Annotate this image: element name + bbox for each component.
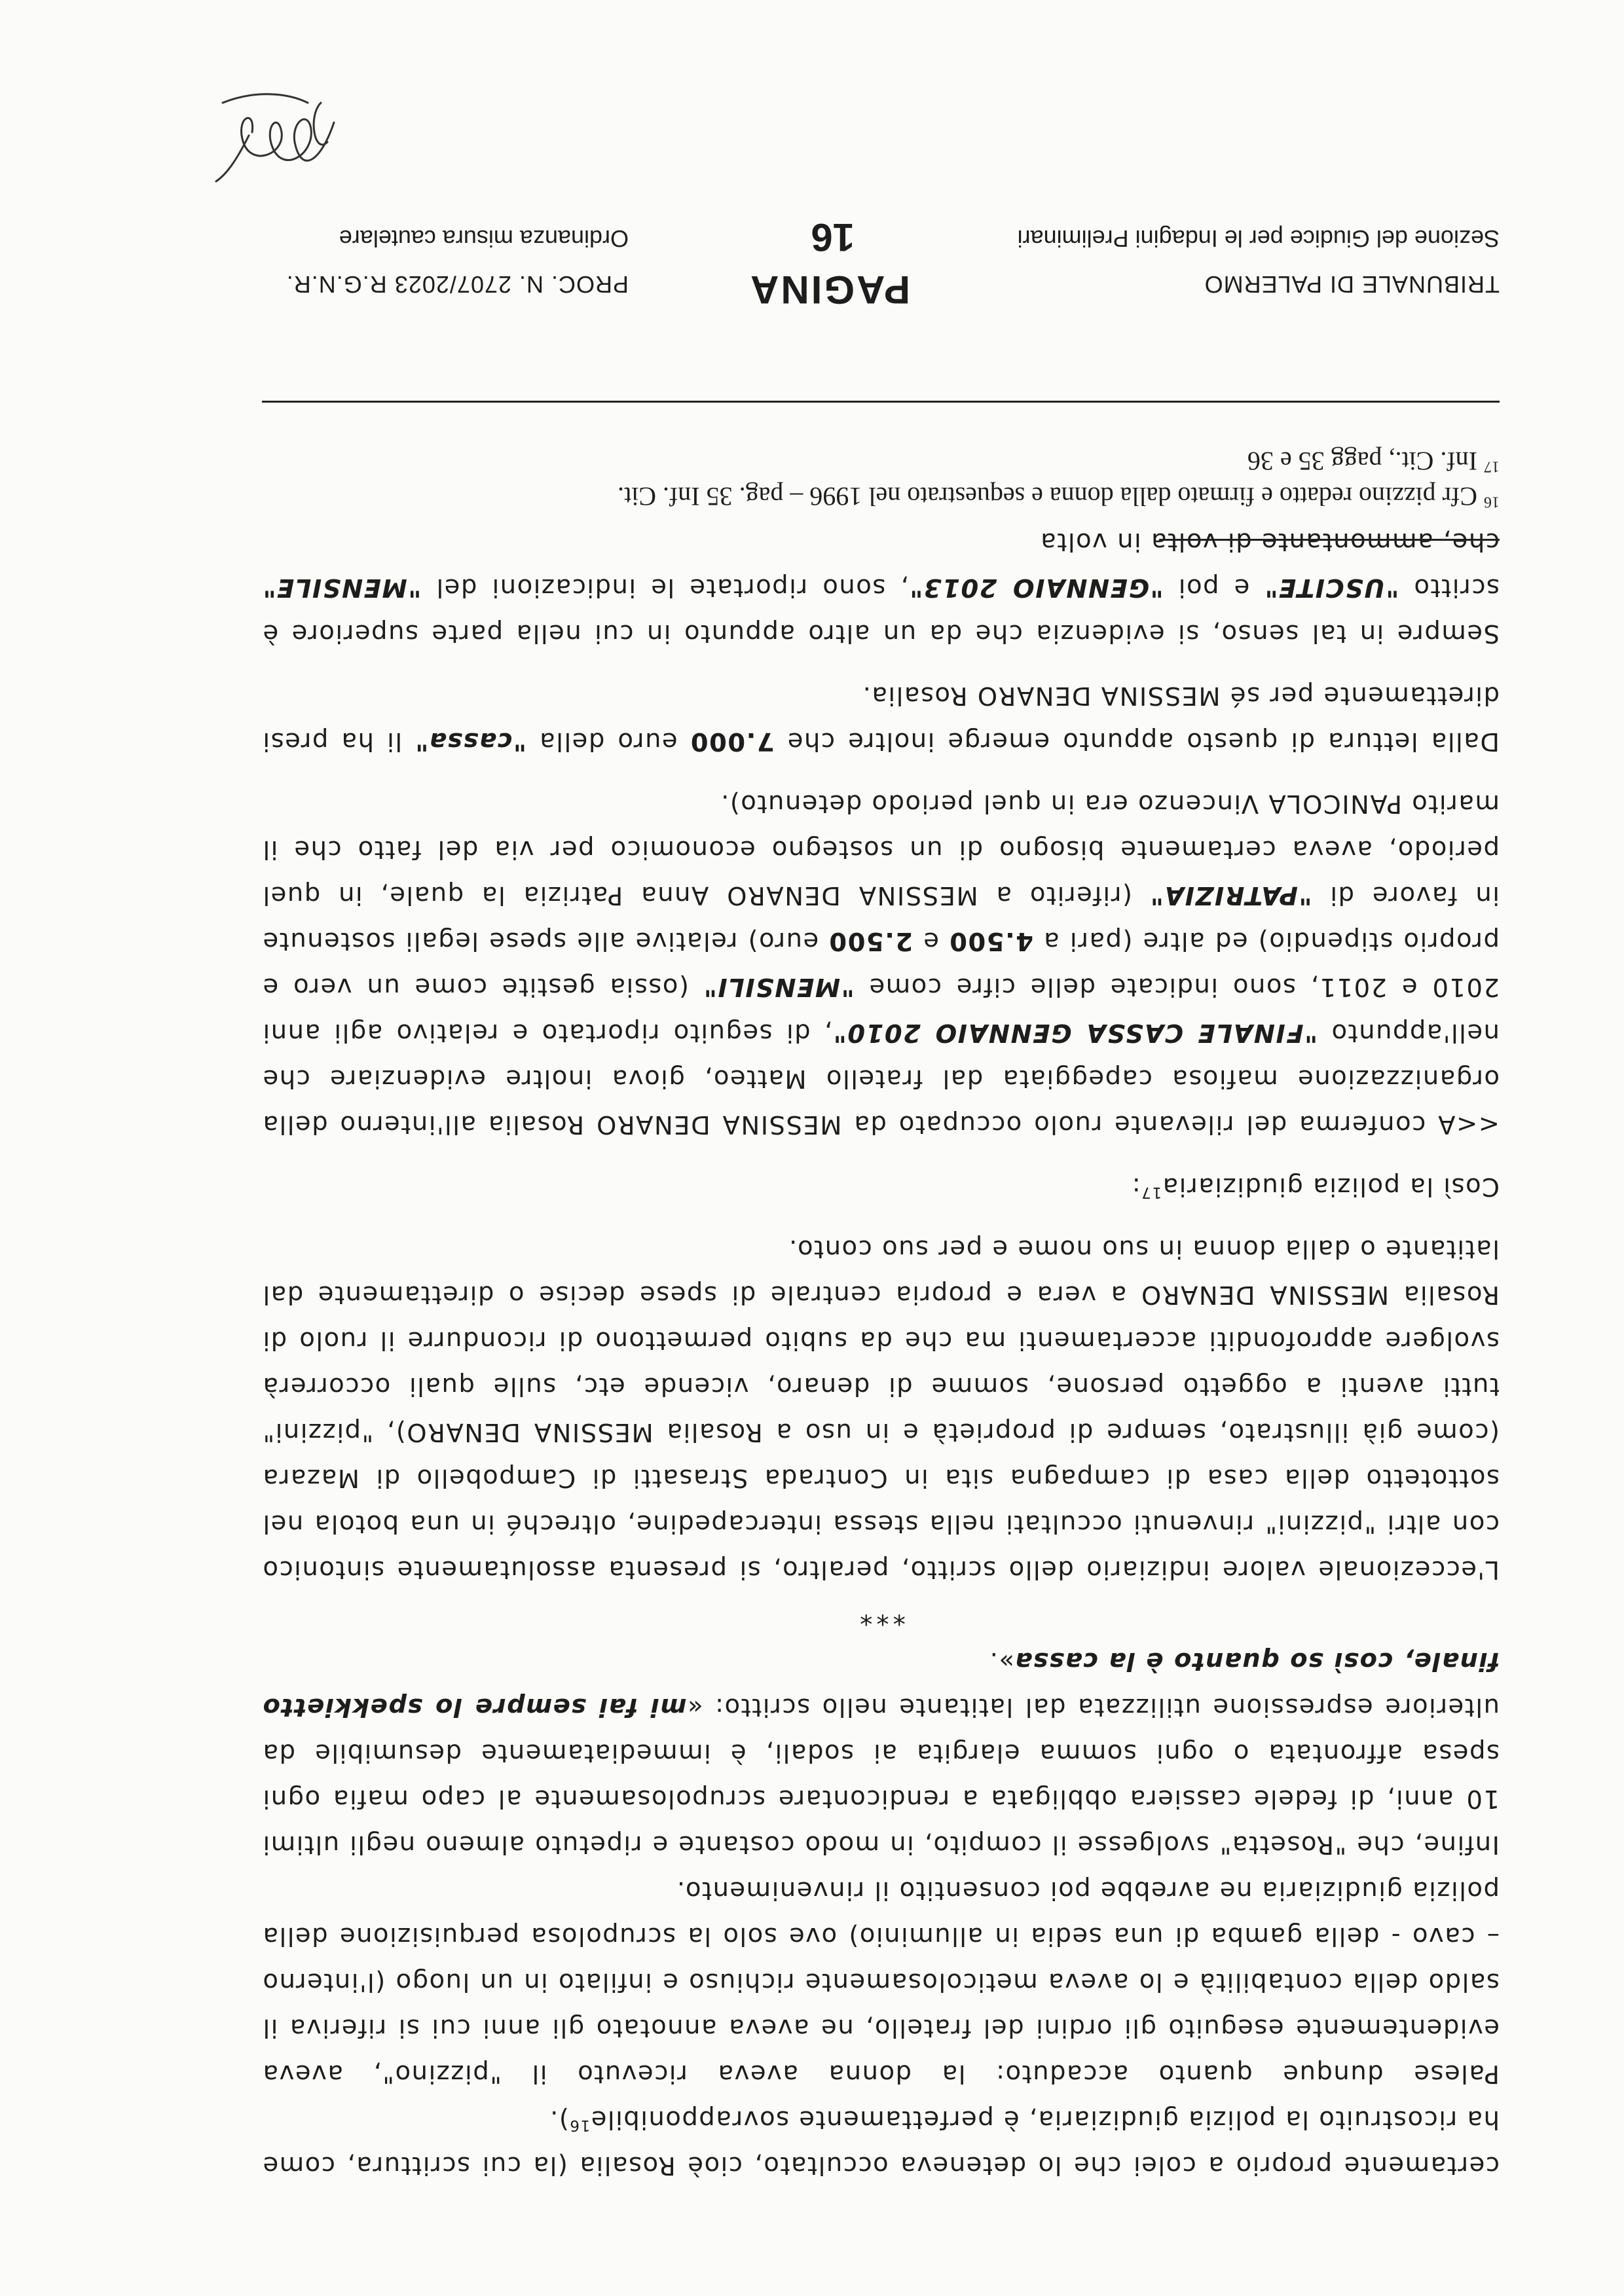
quoted-phrase: mi fai sempre lo spekkietto finale, così so quanto è la cassa [262,1647,1500,1722]
court-name: TRIBUNALE DI PALERMO [1204,271,1500,298]
signature [203,77,347,201]
main-text [262,519,1500,2188]
quoted-paragraph: Sempre in tal senso, si evidenzia che da un altro appunto in cui nella parte superiore è scritto "USCITE" e poi "GENNAIO 2013", sono riportate le indicazioni del "MENSILE" che, ammontante di volta in volta [262,527,1500,648]
paragraph: certamente proprio a colei che lo deteneva occultato, cioè Rosalia (la cui scrittura, come ha ricostruito la polizia giudiziaria, è perfettamente sovrapponibile$^{16}$). [262,2105,1500,2180]
document-type: Ordinanza misura cautelare [339,225,629,252]
paragraph: Palese dunque quanto accaduto: la donna aveva ricevuto il "pizzino", aveva evidentemente eseguito gli ordini del fratello, ne aveva annotato gli anni cui si riferiva il saldo della contabilità e lo aveva meticolosamente richiuso e infilato in un luogo (l'interno – cavo - della gamba di una sedia in alluminio) ove solo la scrupolosa perquisizione della polizia giudiziaria ne avrebbe poi consentito il rinvenimento. [262,1876,1500,2088]
page-label: PAGINA [748,268,910,312]
paragraph: Infine, che "Rosetta" svolgesse il compito, in modo costante e ripetuto almeno negli ultimi 10 anni, di fedele cassiera obbligata a rendicontare scrupolosamente al capo mafia ogni spesa affrontata o ogni somma elargita ai sodali, è immediatamente desumibile da ulteriore espressione utilizzata dal latitante nello scritto: «mi fai sempre lo spekkietto finale, così so quanto è la cassa». [262,1647,1500,1859]
footnote-16: $^{16}$ Cfr pizzino redatto e firmato dalla donna e sequestrato nel 1996 – pag. 35 Inf. Cit. [618,482,1500,511]
header-row-top [262,260,1500,312]
paragraph: Così la polizia giudiziaria$^{17}$: [1131,1172,1500,1201]
section-separator: *** [856,1601,906,1630]
header-row-bottom [262,214,1500,260]
quoted-paragraph: <<A conferma del rilevante ruolo occupato da MESSINA DENARO Rosalia all'interno della organizzazione mafiosa capeggiata dal fratello Matteo, giova inoltre evidenziare che nell'appunto "FINALE CASSA GENNAIO 2010", di seguito riportato e relativo agli anni 2010 e 2011, sono indicate delle cifre come "MENSILI" (ossia gestite come un vero e proprio stipendio) ed altre (pari a 4.500 e 2.500 euro) relative alle spese legali sostenute in favore di "PATRIZIA" (riferito a MESSINA DENARO Anna Patrizia la quale, in quel periodo, aveva certamente bisogno di un sostegno economico per via del fatto che il marito PANICOLA Vincenzo era in quel periodo detenuto). [262,789,1500,1139]
footnote-ref: 16 [568,2116,591,2134]
footnote-17: $^{17}$ Inf. Cit., pagg 35 e 36 [1247,446,1500,476]
proceeding-number: PROC. N. 2707/2023 R.G.N.R. [286,271,629,298]
header-divider [262,401,1500,403]
paragraph: L'eccezionale valore indiziario dello scritto, peraltro, si presenta assolutamente sintonico con altri "pizzini" rinvenuti occultati nella stessa intercapedine, oltreché in una botola nel sottotetto della casa di campagna sita in Contrada Strasatti di Campobello di Mazara (come già illustrato, sempre di proprietà e in uso a Rosalia MESSINA DENARO), "pizzini" tutti aventi a oggetto persone, somme di denaro, vicende etc, sulle quali occorrerà svolgere approfonditi accertamenti ma che da subito permettono di ricondurre il ruolo di Rosalia MESSINA DENARO a vera e propria centrale di spese decise o direttamente dal latitante o dalla donna in suo nome e per suo conto. [262,1234,1500,1584]
footnote-ref: 17 [1140,1183,1162,1201]
quoted-paragraph: Dalla lettura di questo appunto emerge inoltre che 7.000 euro della "cassa" li ha presi direttamente per sé MESSINA DENARO Rosalia. [261,681,1500,756]
court-section: Sezione del Giudice per le Indagini Preliminari [1017,225,1500,252]
footnotes [262,443,1500,514]
page-number: 16 [811,215,855,259]
footnote-divider [1159,539,1500,541]
